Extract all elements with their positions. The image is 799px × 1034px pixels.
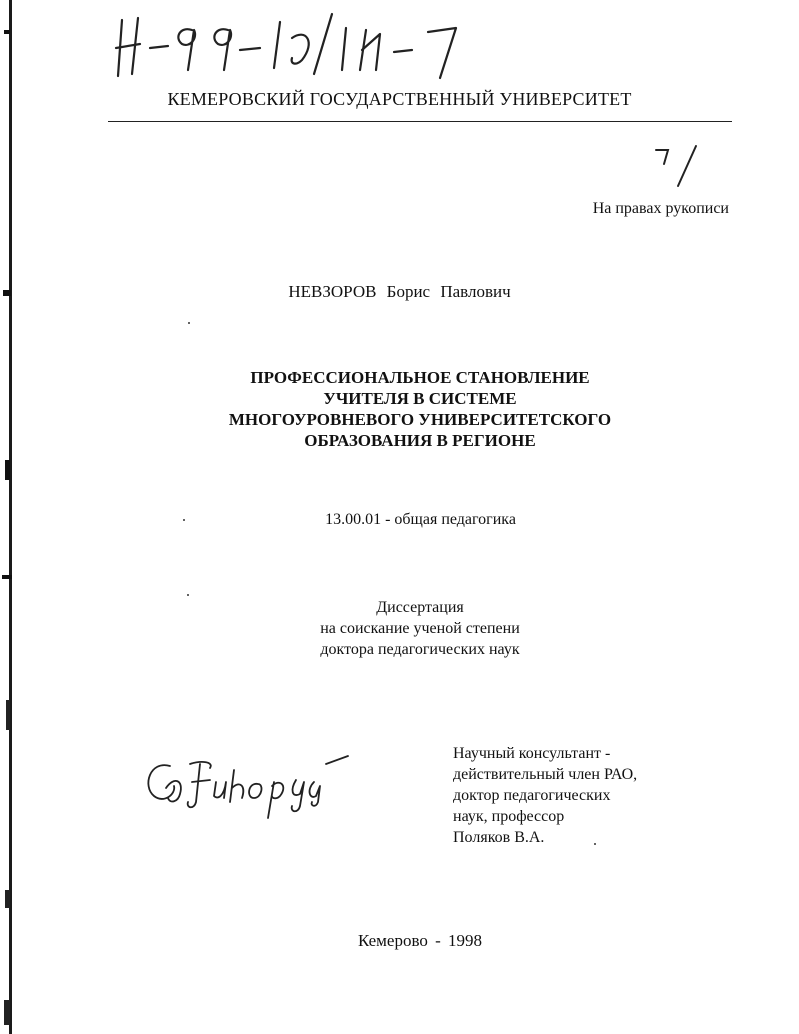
header-rule xyxy=(108,121,732,122)
scan-speck xyxy=(183,519,185,521)
dissertation-title xyxy=(120,367,720,451)
degree-statement xyxy=(220,597,620,660)
specialty-code: 13.00.01 - общая педагогика xyxy=(325,511,516,528)
degree-line: доктора педагогических наук xyxy=(320,641,520,658)
author-name: НЕВЗОРОВ Борис Павлович xyxy=(288,282,511,301)
consultant-line: действительный член РАО, xyxy=(453,766,638,783)
manuscript-rights-note: На правах рукописи xyxy=(592,200,729,217)
consultant-line: Поляков В.А. xyxy=(453,829,545,846)
scan-speck xyxy=(594,843,596,845)
signature xyxy=(140,746,350,824)
consultant-line: Научный консультант - xyxy=(453,745,611,762)
degree-line: на соискание ученой степени xyxy=(320,620,520,637)
handwritten-archive-code xyxy=(110,8,470,80)
handwritten-mark xyxy=(648,142,704,190)
scan-speck xyxy=(188,322,190,324)
scientific-consultant xyxy=(453,743,637,848)
degree-line: Диссертация xyxy=(376,599,464,616)
university-name: КЕМЕРОВСКИЙ ГОСУДАРСТВЕННЫЙ УНИВЕРСИТЕТ xyxy=(167,89,632,109)
title-line: ПРОФЕССИОНАЛЬНОЕ СТАНОВЛЕНИЕ xyxy=(250,368,590,387)
title-line: УЧИТЕЛЯ В СИСТЕМЕ xyxy=(323,389,517,408)
title-line: ОБРАЗОВАНИЯ В РЕГИОНЕ xyxy=(304,431,536,450)
consultant-line: доктор педагогических xyxy=(453,787,611,804)
scan-speck xyxy=(187,594,189,596)
consultant-line: наук, профессор xyxy=(453,808,565,825)
title-line: МНОГОУРОВНЕВОГО УНИВЕРСИТЕТСКОГО xyxy=(228,410,612,429)
city-year: Кемерово - 1998 xyxy=(357,931,483,950)
